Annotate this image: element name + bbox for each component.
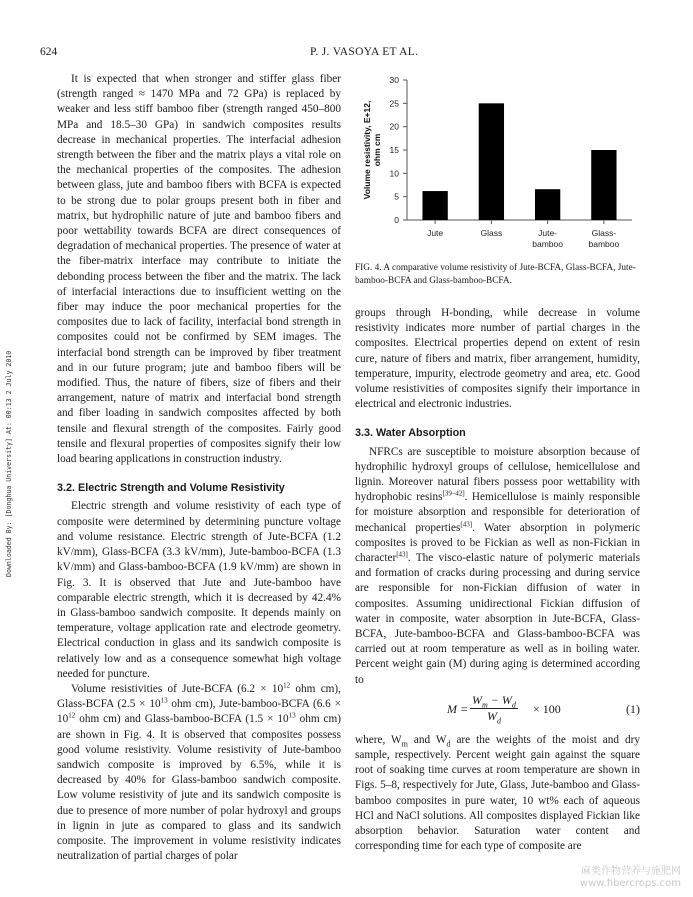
y-tick-label: 20 <box>389 121 399 132</box>
x-tick-label: Jute <box>427 228 444 238</box>
paragraph: It is expected that when stronger and stiffer glass fiber (strength ranged ≈ 1470 MPa and 72 GPa) is replaced by weaker and less stiff bamboo fiber (strength ranged 450–800 MPa and 18.5–30 GPa) in sandwich composites results decrease in mechanical properties. The interfacial adhesion strength between the fiber and the matrix plays a vital role on the mechanical properties of the composites. The adhesion between glass, jute and bamboo fibers with BCFA is expected to be strong due to polar groups present both in fiber and matrix, but hydrophilic nature of jute and bamboo fibers and poor wettability towards BCFA are direct consequences of degradation of mechanical properties. The presence of water at the fiber-matrix interface may contribute to initiate the debonding process between the fiber and the matrix. The lack of interfacial interactions due to insufficient wetting on the fiber may induce the poor mechanical properties for the composites due to lack of facility, interfacial bond strength in composites could not be confirmed by SEM images. The interfacial bond strength can be improved by fiber treatment and in our future program; jute and bamboo fibers will be modified. Thus, the nature of fibers, size of fibers and their arrangement, nature of matrix and interfacial bond strength and fiber loading in sandwich composites affected by both tensile and flexural strength of the composites. Fairly good tensile and flexural properties of composites signify their low load bearing applications in construction industry. <box>57 73 341 466</box>
equation-multiplier: × 100 <box>533 701 561 716</box>
y-axis-label: ohm cm <box>372 133 382 167</box>
bar-jute <box>422 191 447 220</box>
download-stamp-text: Downloaded By: [Donghua University] At: 00:13 2 July 2010 <box>5 350 13 577</box>
equation-numerator: $W_m - W_d$ <box>472 692 516 710</box>
watermark-line-2: www.fibercrops.com <box>579 878 681 889</box>
paragraph: NFRCs are susceptible to moisture absorption because of hydrophilic hydroxyl groups of cellulose, hemicellulose and lignin. Moreover natural fibers possess poor wettability with hydrophobic resins[39–42]. Hemicellulose is mainly responsible for moisture absorption and responsible for deterioration of mechanical properties[43]. Water absorption in polymeric composites is proved to be Fickian as well as non-Fickian in character[43]. The visco-elastic nature of polymeric materials and formation of cracks during processing and during service are responsible for non-Fickian diffusion of water in composites. Assuming unidirectional Fickian diffusion of water in composite, water absorption in Jute-BCFA, Glass-BCFA, Jute-bamboo-BCFA and Glass-bamboo-BCFA was carried out at room temperature as well as in boiling water. Percent weight gain (M) during aging is determined according to <box>355 445 640 686</box>
equation-1 <box>355 691 640 729</box>
paragraph: Electric strength and volume resistivity of each type of composite were determined by determining puncture voltage and volume resistance. Electric strength of Jute-BCFA (1.2 kV/mm), Glass-BCFA (3.3 kV/mm), Jute-bamboo-BCFA (1.3 kV/mm) and Glass-bamboo-BCFA (1.9 kV/mm) are shown in Fig. 3. It is observed that Jute and Jute-bamboo have comparable electric strength, which it is decreased by 42.4% in Glass-bamboo sandwich composite. It depends mainly on temperature, voltage application rate and electrode geometry. Electrical conduction in glass and its sandwich composite is relatively low and as a consequence somewhat high voltage needed for puncture. <box>57 500 341 680</box>
watermark <box>580 866 681 890</box>
y-axis-label: Volume resistivity, E+12, <box>362 100 372 200</box>
equation-denominator: $W_d$ <box>486 709 501 726</box>
bar-glass <box>479 103 504 220</box>
x-tick-label: Glass <box>480 228 503 238</box>
y-tick-label: 0 <box>394 215 399 225</box>
figure-4-chart <box>352 72 642 262</box>
section-heading-3-2: 3.2. Electric Strength and Volume Resistivity <box>57 482 285 495</box>
equation-number: (1) <box>626 701 640 716</box>
x-tick-label: bamboo <box>588 239 620 249</box>
bar-glass-bamboo <box>591 150 616 220</box>
equation-lhs: M = <box>447 701 469 716</box>
paragraph: groups through H-bonding, while decrease in volume resistivity indicates more number of partial charges in the composites. Electrical properties depend on extent of resin cure, nature of fibers and matrix, fiber arrangement, humidity, temperature, impurity, electrode geometry and area, etc. Good volume resistivities of composites signify their importance in electrical and electronic industries. <box>355 307 640 411</box>
y-tick-label: 25 <box>389 98 399 109</box>
y-tick-label: 10 <box>389 168 399 179</box>
watermark-line-1: 麻类作物营养与施肥网 <box>581 866 681 877</box>
download-stamp <box>2 330 14 580</box>
bar-chart <box>352 72 642 262</box>
running-head-authors: P. J. VASOYA ET AL. <box>310 46 419 58</box>
y-tick-label: 30 <box>389 75 399 85</box>
bar-jute-bamboo <box>535 189 560 220</box>
section-heading-3-3: 3.3. Water Absorption <box>355 427 466 440</box>
paragraph: Volume resistivities of Jute-BCFA ($6.2 \times 10^{12}$ ohm cm), Glass-BCFA ($2.5 \times 10^{13}$ ohm cm), Jute-bamboo-BCFA ($6.6 \times 10^{12}$ ohm cm) and Glass-bamboo-BCFA ($1.5 \times 10^{13}$ ohm cm) are shown in Fig. 4. It is observed that composites possess good volume resistivity. Volume resistivity of Jute-bamboo sandwich composite is improved by 6.5%, while it is decreased by 40% for Glass-bamboo sandwich composite. Low volume resistivity of jute and its sandwich composite is due to presence of more number of polar hydroxyl and groups in lignin in jute as compared to glass and its sandwich composite. The improvement in volume resistivity indicates neutralization of partial charges of polar <box>57 681 341 863</box>
paragraph: where, $W_m$ and $W_d$ are the weights of the moist and dry sample, respectively. Percent weight gain against the square root of soaking time curves at room temperature are shown in Figs. 5–8, respectively for Jute, Glass, Jute-bamboo and Glass-bamboo composites in pure water, 10 wt% each of aqueous HCl and NaCl solutions. All composites displayed Fickian like absorption behavior. Saturation water content and corresponding time for each type of composite are <box>355 733 640 853</box>
y-tick-label: 5 <box>394 191 399 202</box>
figure-caption: FIG. 4. A comparative volume resistivity of Jute-BCFA, Glass-BCFA, Jute-bamboo-BCFA and Glass-bamboo-BCFA. <box>355 263 636 286</box>
x-tick-label: Jute- <box>538 228 558 238</box>
page-number: 624 <box>40 46 58 58</box>
equation-fraction <box>470 693 518 724</box>
x-tick-label: bamboo <box>532 239 563 249</box>
x-tick-label: Glass- <box>591 228 617 238</box>
right-column <box>355 306 640 855</box>
y-tick-label: 15 <box>389 145 399 155</box>
left-column <box>57 72 341 864</box>
